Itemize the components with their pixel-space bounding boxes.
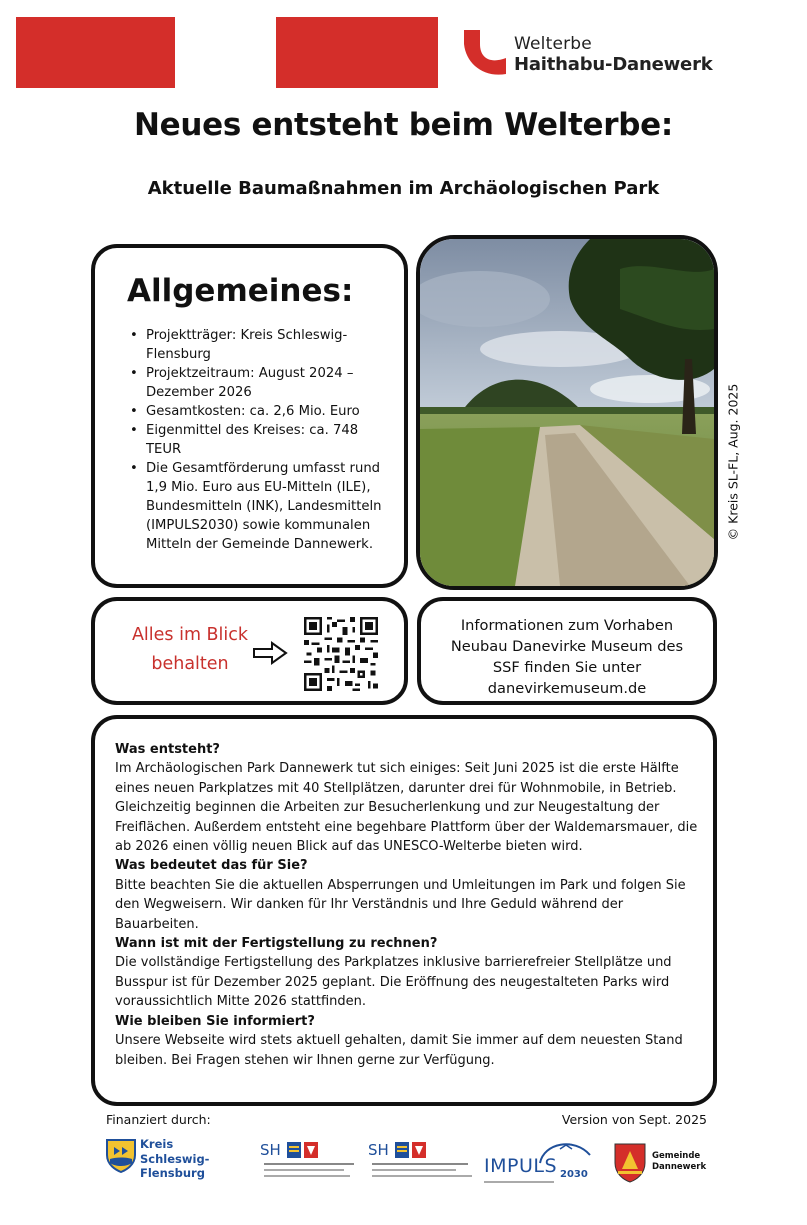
faq-question-completion: Wann ist mit der Fertigstellung zu rechnen? <box>115 936 438 952</box>
sponsor-logos <box>0 1135 807 1195</box>
sh-crest-icon <box>394 1141 428 1159</box>
general-heading: Allgemeines: <box>127 273 354 309</box>
general-item-total-cost: • Gesamtkosten: ca. 2,6 Mio. Euro <box>117 402 397 421</box>
impuls-logo-year: 2030 <box>560 1169 588 1180</box>
sh-crest-icon <box>286 1141 320 1159</box>
museum-info-line-3: SSF finden Sie unter <box>492 659 642 676</box>
faq-answer-completion: Die vollständige Fertigstellung des Parkplatzes inklusive barrierefreier Stellplätze und Busspur ist für Dezember 2025 geplant. Die Eröffnung des neugestalteten Parks wird voraussichtlich Mitte 2026 stattfinden. <box>115 955 672 1010</box>
faq-content <box>115 740 705 1070</box>
header-red-block-left <box>16 17 175 88</box>
gemeinde-logo-line-2: Dannewerk <box>652 1162 707 1172</box>
general-list <box>117 326 397 554</box>
general-item-funding: • Die Gesamtförderung umfasst rund 1,9 Mio. Euro aus EU-Mitteln (ILE), Bundesmitteln (INK), Landesmitteln (IMPULS2030) sowie kommunalen Mitteln der Gemeinde Dannewerk. <box>117 459 397 554</box>
general-item-own-funds: • Eigenmittel des Kreises: ca. 748 TEUR <box>117 421 397 459</box>
qr-callout-line-2: behalten <box>151 654 229 674</box>
kreis-logo-line-1: Kreis <box>140 1137 174 1151</box>
welterbe-logo <box>462 28 722 78</box>
version-label: Version von Sept. 2025 <box>561 1112 707 1127</box>
faq-question-meaning: Was bedeutet das für Sie? <box>115 858 308 874</box>
gemeinde-logo-line-1: Gemeinde <box>652 1151 701 1161</box>
photo-credit: © Kreis SL-FL, Aug. 2025 <box>725 383 741 541</box>
general-item-sponsor: • Projektträger: Kreis Schleswig-Flensburg <box>117 326 397 364</box>
sponsor-sh-logo-1 <box>260 1139 360 1189</box>
museum-website-link[interactable]: danevirkemuseum.de <box>487 680 647 697</box>
general-item-period: • Projektzeitraum: August 2024 – Dezember 2026 <box>117 364 397 402</box>
museum-info-line-1: Informationen zum Vorhaben <box>460 617 674 634</box>
sh-logo-text-2: SH <box>368 1141 389 1159</box>
faq-question-informed: Wie bleiben Sie informiert? <box>115 1013 315 1029</box>
kreis-logo-line-2: Schleswig-Flensburg <box>140 1152 210 1180</box>
sponsor-gemeinde-logo <box>614 1143 714 1189</box>
sh-logo-text-1: SH <box>260 1141 281 1159</box>
faq-answer-what: Im Archäologischen Park Dannewerk tut sich einiges: Seit Juni 2025 ist die erste Hälfte eines neuen Parkplatzes mit 40 Stellplätzen, darunter drei für Wohnmobile, in Betrieb. Gleichzeitig beginnen die Arbeiten zur Besucherlenkung und zur Neugestaltung der Freiflächen. Außerdem entsteht eine begehbare Plattform über der Waldemarsmauer, die ab 2026 einen völlig neuen Blick auf das UNESCO-Welterbe bieten wird. <box>115 761 698 855</box>
faq-answer-meaning: Bitte beachten Sie die aktuellen Absperrungen und Umleitungen im Park und folgen Sie den Wegweisern. Wir danken für Ihr Verständnis und Ihre Geduld während der Bauarbeiten. <box>115 877 686 932</box>
sponsor-kreis-logo <box>106 1137 266 1180</box>
impuls-logo-text: IMPULS <box>484 1155 558 1177</box>
faq-answer-informed: Unsere Webseite wird stets aktuell gehalten, damit Sie immer auf dem neuesten Stand bleiben. Bei Fragen stehen wir Ihnen gerne zur Verfügung. <box>115 1033 683 1068</box>
funded-by-label: Finanziert durch: <box>106 1112 211 1127</box>
header-red-block-center <box>276 17 438 88</box>
qr-box <box>91 597 408 705</box>
general-info-box <box>91 244 408 588</box>
logo-line-2: Haithabu-Danewerk <box>514 54 713 75</box>
welterbe-logo-icon <box>462 28 510 76</box>
museum-info-box <box>417 597 717 705</box>
museum-info-text <box>427 615 707 699</box>
page-subtitle: Aktuelle Baumaßnahmen im Archäologischen Park <box>147 178 660 199</box>
faq-box <box>91 715 717 1106</box>
qr-callout-line-1: Alles im Blick <box>131 625 249 645</box>
page-title: Neues entsteht beim Welterbe: <box>134 107 673 143</box>
kreis-crest-icon <box>106 1139 136 1173</box>
arrow-right-icon <box>252 641 288 665</box>
qr-code[interactable] <box>304 615 378 693</box>
logo-line-1: Welterbe <box>514 34 592 54</box>
site-photo <box>416 235 718 590</box>
museum-info-line-2: Neubau Danevirke Museum des <box>450 638 684 655</box>
gemeinde-crest-icon <box>614 1143 646 1183</box>
faq-question-what: Was entsteht? <box>115 742 220 757</box>
sponsor-sh-logo-2 <box>368 1139 478 1189</box>
sponsor-impuls-logo <box>484 1135 594 1187</box>
